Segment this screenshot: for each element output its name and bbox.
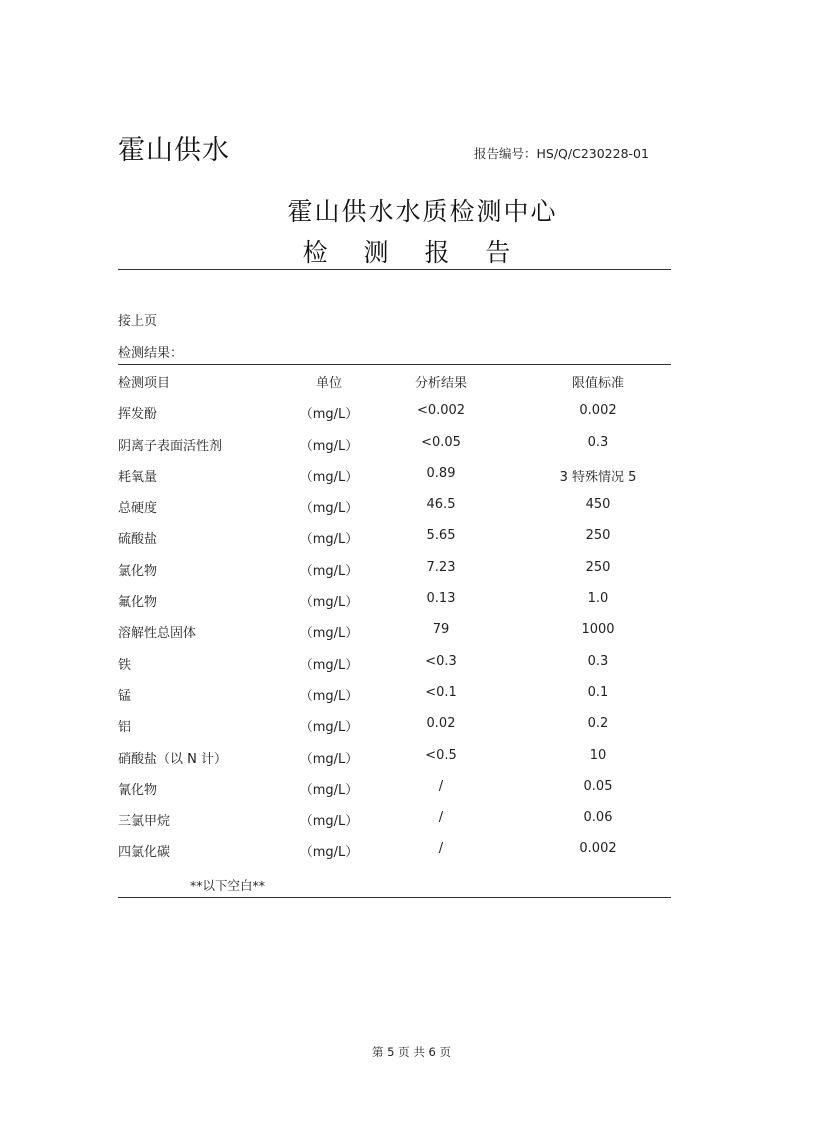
page-footer: 第 5 页 共 6 页 bbox=[372, 1045, 451, 1059]
row-item: 氯化物 bbox=[118, 563, 158, 579]
row-result: <0.3 bbox=[425, 653, 457, 669]
row-item: 锰 bbox=[118, 688, 132, 704]
row-item: 四氯化碳 bbox=[118, 845, 171, 861]
row-item: 耗氧量 bbox=[118, 469, 158, 485]
table-row bbox=[118, 654, 671, 685]
row-result: 0.02 bbox=[426, 716, 456, 732]
results-label: 检测结果： bbox=[118, 346, 184, 361]
row-item: 阴离子表面活性剂 bbox=[118, 438, 223, 454]
row-unit: （mg/L） bbox=[299, 532, 359, 548]
row-item: 三氯甲烷 bbox=[118, 814, 171, 830]
row-unit: （mg/L） bbox=[299, 407, 359, 423]
row-result: <0.1 bbox=[425, 684, 457, 700]
table-row bbox=[118, 403, 671, 434]
row-unit: （mg/L） bbox=[299, 688, 359, 704]
table-row bbox=[118, 622, 671, 653]
blank-note: **以下空白** bbox=[190, 878, 266, 893]
row-result: 0.89 bbox=[426, 465, 456, 481]
row-unit: （mg/L） bbox=[299, 438, 359, 454]
table-row bbox=[118, 779, 671, 810]
row-limit: 0.3 bbox=[587, 434, 609, 450]
table-row bbox=[118, 841, 671, 872]
row-item: 硫酸盐 bbox=[118, 532, 158, 548]
row-result: <0.002 bbox=[416, 403, 466, 419]
row-unit: （mg/L） bbox=[299, 751, 359, 767]
row-result: / bbox=[438, 810, 444, 826]
row-item: 溶解性总固体 bbox=[118, 626, 197, 642]
table-row bbox=[118, 528, 671, 559]
table-row bbox=[118, 435, 671, 466]
table-row bbox=[118, 591, 671, 622]
column-header-result: 分析结果 bbox=[414, 376, 467, 391]
header-divider bbox=[118, 269, 671, 270]
row-limit: 0.002 bbox=[579, 403, 617, 419]
row-unit: （mg/L） bbox=[299, 845, 359, 861]
row-item: 铝 bbox=[118, 720, 132, 736]
table-divider bbox=[118, 364, 671, 365]
table-row bbox=[118, 497, 671, 528]
table-row bbox=[118, 716, 671, 747]
table-row bbox=[118, 560, 671, 591]
row-result: / bbox=[438, 778, 444, 794]
table-row bbox=[118, 810, 671, 841]
row-limit: 0.05 bbox=[583, 778, 613, 794]
row-result: 79 bbox=[432, 622, 450, 638]
row-item: 铁 bbox=[118, 657, 132, 673]
row-unit: （mg/L） bbox=[299, 814, 359, 830]
row-item: 硝酸盐（以 N 计） bbox=[118, 751, 227, 767]
row-limit: 250 bbox=[585, 528, 611, 544]
row-item: 总硬度 bbox=[118, 501, 158, 517]
row-unit: （mg/L） bbox=[299, 782, 359, 798]
row-result: <0.05 bbox=[421, 434, 461, 450]
row-limit: 1000 bbox=[581, 622, 615, 638]
row-item: 氰化物 bbox=[118, 782, 158, 798]
table-header-row bbox=[118, 372, 671, 403]
row-result: / bbox=[438, 841, 444, 857]
column-header-unit: 单位 bbox=[315, 376, 342, 391]
row-unit: （mg/L） bbox=[299, 469, 359, 485]
row-limit: 0.002 bbox=[579, 841, 617, 857]
page-title: 霍山供水水质检测中心 bbox=[287, 197, 558, 226]
row-unit: （mg/L） bbox=[299, 720, 359, 736]
table-row bbox=[118, 466, 671, 497]
row-limit: 250 bbox=[585, 559, 611, 575]
continued-note: 接上页 bbox=[118, 314, 158, 329]
row-limit: 0.2 bbox=[587, 716, 609, 732]
row-limit: 0.06 bbox=[583, 810, 613, 826]
row-limit: 0.3 bbox=[587, 653, 609, 669]
row-limit: 10 bbox=[589, 747, 607, 763]
table-row bbox=[118, 748, 671, 779]
row-unit: （mg/L） bbox=[299, 501, 359, 517]
row-result: 0.13 bbox=[426, 591, 456, 607]
row-limit: 3 特殊情况 5 bbox=[559, 469, 637, 485]
table-row bbox=[118, 685, 671, 716]
row-limit: 1.0 bbox=[587, 591, 609, 607]
row-result: 7.23 bbox=[426, 559, 456, 575]
row-result: 46.5 bbox=[426, 497, 456, 513]
row-item: 挥发酚 bbox=[118, 407, 158, 423]
report-number: 报告编号：HS/Q/C230228-01 bbox=[474, 146, 649, 161]
row-unit: （mg/L） bbox=[299, 563, 359, 579]
row-limit: 450 bbox=[585, 497, 611, 513]
page-subtitle: 检 测 报 告 bbox=[302, 238, 525, 267]
table-bottom-divider bbox=[118, 897, 671, 898]
brand-name: 霍山供水 bbox=[118, 135, 230, 166]
row-item: 氟化物 bbox=[118, 595, 158, 611]
column-header-limit: 限值标准 bbox=[571, 376, 624, 391]
row-result: 5.65 bbox=[426, 528, 456, 544]
row-unit: （mg/L） bbox=[299, 595, 359, 611]
row-limit: 0.1 bbox=[587, 684, 609, 700]
column-header-item: 检测项目 bbox=[118, 376, 171, 391]
row-result: <0.5 bbox=[425, 747, 457, 763]
row-unit: （mg/L） bbox=[299, 626, 359, 642]
row-unit: （mg/L） bbox=[299, 657, 359, 673]
results-table bbox=[118, 372, 671, 873]
